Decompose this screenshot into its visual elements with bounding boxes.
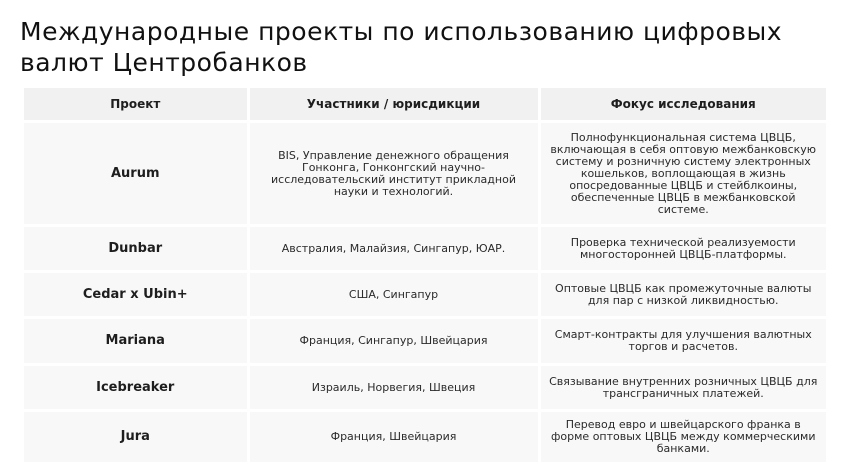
focus-text: Связывание внутренних розничных ЦВЦБ для трансграничных платежей. (549, 374, 818, 400)
table-row (24, 122, 826, 226)
focus-text: Перевод евро и швейцарского франка в форме оптовых ЦВЦБ между коммерческими банками. (551, 418, 816, 455)
participants-text: США, Сингапур (348, 287, 439, 301)
table-header (24, 88, 826, 122)
focus-text: Смарт-контракты для улучшения валютных торгов и расчетов. (554, 328, 812, 353)
project-cell: Mariana (24, 318, 248, 365)
project-cell: Dunbar (24, 226, 248, 272)
table-body (24, 122, 826, 463)
project-cell: Aurum (24, 122, 248, 226)
participants-text: Австралия, Малайзия, Сингапур, ЮАР. (281, 241, 506, 255)
table-row (24, 365, 826, 411)
header-focus: Фокус исследования (539, 88, 826, 122)
table-row (24, 226, 826, 272)
page-title: Международные проекты по использованию цифровых валют Центробанков (20, 17, 783, 77)
table-row (24, 318, 826, 365)
participants-cell (248, 272, 539, 318)
header-project: Проект (24, 88, 248, 122)
participants-text: Франция, Сингапур, Швейцария (299, 334, 488, 347)
focus-cell (539, 411, 826, 463)
participants-cell (248, 411, 539, 463)
focus-cell (539, 226, 826, 272)
participants-cell (248, 226, 539, 272)
table-row (24, 411, 826, 463)
participants-cell (248, 318, 539, 365)
participants-text: Израиль, Норвегия, Швеция (311, 380, 476, 394)
participants-text: BIS, Управление денежного обращения Гонконга, Гонконгский научно-исследовательский институт прикладной науки и технологий. (271, 148, 516, 198)
focus-cell (539, 365, 826, 411)
project-cell: Icebreaker (24, 365, 248, 411)
participants-cell (248, 122, 539, 226)
project-cell: Jura (24, 411, 248, 463)
focus-text: Полнофункциональная система ЦВЦБ, включающая в себя оптовую межбанковскую систему и розничную систему электронных кошельков, воплощающая в жизнь опосредованные ЦВЦБ и стейблкоины, обеспеченные ЦВЦБ в межбанковской системе. (550, 130, 817, 216)
focus-cell (539, 318, 826, 365)
cbdc-projects-table (24, 88, 826, 462)
focus-text: Оптовые ЦВЦБ как промежуточные валюты для пар с низкой ликвидностью. (555, 281, 812, 307)
header-row (24, 88, 826, 122)
focus-cell (539, 272, 826, 318)
header-participants: Участники / юрисдикции (248, 88, 539, 122)
focus-cell (539, 122, 826, 226)
project-cell: Cedar x Ubin+ (24, 272, 248, 318)
participants-text: Франция, Швейцария (330, 430, 457, 443)
table-row (24, 272, 826, 318)
focus-text: Проверка технической реализуемости многосторонней ЦВЦБ-платформы. (570, 235, 796, 261)
participants-cell (248, 365, 539, 411)
